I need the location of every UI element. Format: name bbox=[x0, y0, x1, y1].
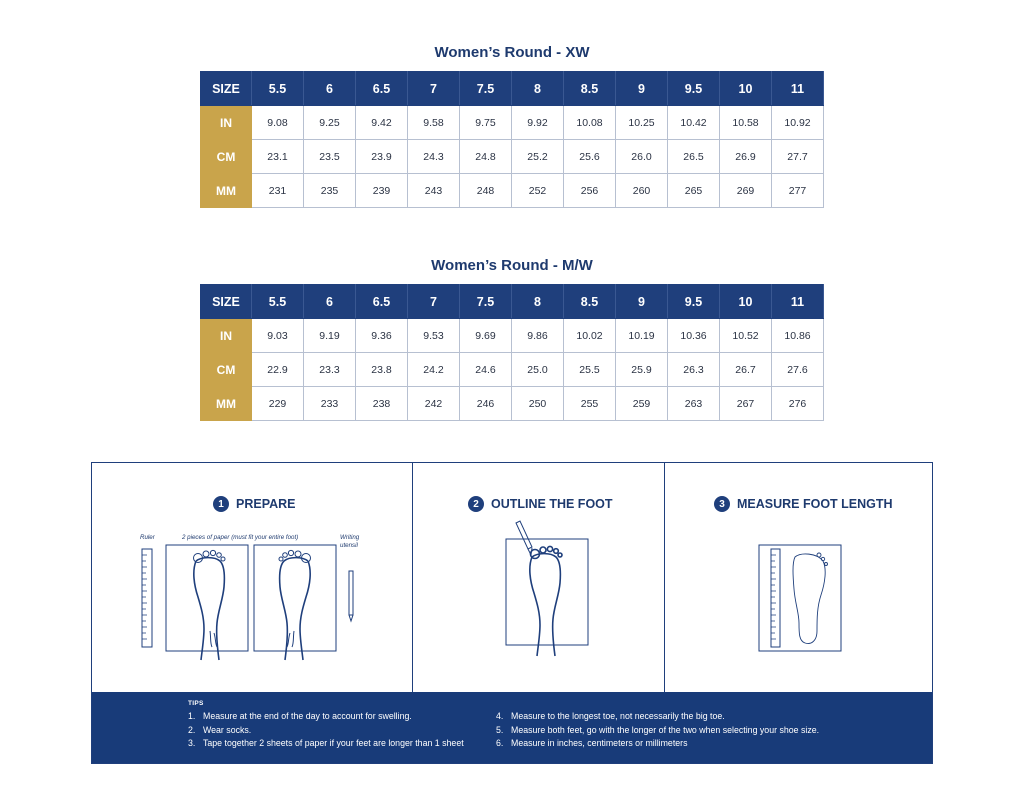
table-cell: 10.86 bbox=[772, 319, 824, 353]
table-cell: 276 bbox=[772, 387, 824, 421]
size-col: 9 bbox=[616, 285, 668, 319]
table-cell: 10.19 bbox=[616, 319, 668, 353]
table-cell: 24.6 bbox=[460, 353, 512, 387]
tip-text: Measure in inches, centimeters or millimeters bbox=[511, 738, 688, 748]
ruler-label: Ruler bbox=[140, 534, 155, 541]
ruler-icon bbox=[142, 549, 152, 647]
tip-text: Measure to the longest toe, not necessarily the big toe. bbox=[511, 711, 725, 721]
size-col: 11 bbox=[772, 285, 824, 319]
row-label-in: IN bbox=[201, 319, 252, 353]
table-cell: 25.5 bbox=[564, 353, 616, 387]
table-cell: 259 bbox=[616, 387, 668, 421]
table-cell: 250 bbox=[512, 387, 564, 421]
table-cell: 10.58 bbox=[720, 106, 772, 140]
size-col: 7.5 bbox=[460, 285, 512, 319]
step-number: 2 bbox=[468, 496, 484, 512]
tip-text: Measure both feet, go with the longer of the two when selecting your shoe size. bbox=[511, 724, 820, 735]
table-cell: 27.7 bbox=[772, 140, 824, 174]
tip-number: 1. bbox=[188, 711, 196, 721]
table-cell: 23.9 bbox=[356, 140, 408, 174]
tip-text: Tape together 2 sheets of paper if your feet are longer than 1 sheet bbox=[203, 738, 464, 748]
table-cell: 22.9 bbox=[252, 353, 304, 387]
list-item bbox=[496, 710, 819, 724]
table-cell: 248 bbox=[460, 174, 512, 208]
size-col: 9 bbox=[616, 72, 668, 106]
size-col: 10 bbox=[720, 285, 772, 319]
list-item bbox=[496, 737, 819, 751]
tips-bar bbox=[92, 692, 932, 763]
table-cell: 26.5 bbox=[668, 140, 720, 174]
table-cell: 252 bbox=[512, 174, 564, 208]
table-cell: 10.52 bbox=[720, 319, 772, 353]
table-cell: 9.42 bbox=[356, 106, 408, 140]
foot-outline-icon bbox=[530, 546, 562, 656]
size-header-row bbox=[201, 72, 824, 106]
table-cell: 23.8 bbox=[356, 353, 408, 387]
table-cell: 10.42 bbox=[668, 106, 720, 140]
size-col: 10 bbox=[720, 72, 772, 106]
table-cell: 9.69 bbox=[460, 319, 512, 353]
table-cell: 10.92 bbox=[772, 106, 824, 140]
size-col: 7.5 bbox=[460, 72, 512, 106]
row-label-cm: CM bbox=[201, 140, 252, 174]
step-label: MEASURE FOOT LENGTH bbox=[737, 497, 893, 511]
size-col: 8.5 bbox=[564, 72, 616, 106]
pencil-icon bbox=[516, 521, 532, 555]
table-cell: 24.3 bbox=[408, 140, 460, 174]
tips-label: TIPS bbox=[188, 700, 204, 707]
table-cell: 25.9 bbox=[616, 353, 668, 387]
table-cell: 27.6 bbox=[772, 353, 824, 387]
step-outline-the-foot bbox=[468, 496, 613, 512]
table-cell: 243 bbox=[408, 174, 460, 208]
tip-number: 2. bbox=[188, 724, 196, 735]
table-cell: 255 bbox=[564, 387, 616, 421]
tip-text: Measure at the end of the day to account for swelling. bbox=[203, 711, 412, 721]
list-item bbox=[188, 724, 464, 738]
table-cell: 26.7 bbox=[720, 353, 772, 387]
paper-sheet-icon bbox=[254, 545, 336, 660]
paper-sheet-icon bbox=[166, 545, 248, 660]
table-cell: 277 bbox=[772, 174, 824, 208]
tip-number: 3. bbox=[188, 738, 196, 748]
table-row bbox=[201, 353, 824, 387]
table-row bbox=[201, 319, 824, 353]
row-label-in: IN bbox=[201, 106, 252, 140]
table-row bbox=[201, 174, 824, 208]
table-cell: 23.5 bbox=[304, 140, 356, 174]
table-row bbox=[201, 387, 824, 421]
table-cell: 265 bbox=[668, 174, 720, 208]
table-cell: 10.25 bbox=[616, 106, 668, 140]
table-cell: 269 bbox=[720, 174, 772, 208]
table-cell: 263 bbox=[668, 387, 720, 421]
table-cell: 23.1 bbox=[252, 140, 304, 174]
table-cell: 233 bbox=[304, 387, 356, 421]
pencil-icon bbox=[349, 571, 353, 621]
size-col: 5.5 bbox=[252, 285, 304, 319]
table-cell: 26.0 bbox=[616, 140, 668, 174]
table-cell: 24.8 bbox=[460, 140, 512, 174]
step-number: 3 bbox=[714, 496, 730, 512]
table-cell: 231 bbox=[252, 174, 304, 208]
outline-foot-illustration bbox=[502, 519, 602, 659]
measure-illustration bbox=[757, 543, 847, 653]
table-row bbox=[201, 140, 824, 174]
step-number: 1 bbox=[213, 496, 229, 512]
table-cell: 9.75 bbox=[460, 106, 512, 140]
table-cell: 26.3 bbox=[668, 353, 720, 387]
paper-label: 2 pieces of paper (must fit your entire foot) bbox=[182, 534, 299, 541]
table-cell: 23.3 bbox=[304, 353, 356, 387]
tip-number: 5. bbox=[496, 724, 504, 735]
step-prepare bbox=[213, 496, 296, 512]
table-cell: 260 bbox=[616, 174, 668, 208]
table-cell: 9.36 bbox=[356, 319, 408, 353]
size-col: 6 bbox=[304, 285, 356, 319]
table-cell: 10.36 bbox=[668, 319, 720, 353]
tip-text: Wear socks. bbox=[203, 724, 252, 735]
table-cell: 10.08 bbox=[564, 106, 616, 140]
row-label-mm: MM bbox=[201, 387, 252, 421]
size-col: 8 bbox=[512, 72, 564, 106]
size-col: 9.5 bbox=[668, 285, 720, 319]
table-cell: 238 bbox=[356, 387, 408, 421]
table-cell: 235 bbox=[304, 174, 356, 208]
size-col: 6.5 bbox=[356, 72, 408, 106]
row-label-cm: CM bbox=[201, 353, 252, 387]
table-cell: 229 bbox=[252, 387, 304, 421]
prepare-illustration bbox=[132, 543, 422, 668]
list-item bbox=[188, 737, 464, 751]
table-cell: 25.2 bbox=[512, 140, 564, 174]
table-cell: 9.03 bbox=[252, 319, 304, 353]
table-cell: 9.58 bbox=[408, 106, 460, 140]
table-cell: 9.86 bbox=[512, 319, 564, 353]
table-title-xw: Women’s Round - XW bbox=[434, 44, 590, 61]
size-col: 6 bbox=[304, 72, 356, 106]
table-cell: 25.6 bbox=[564, 140, 616, 174]
table-cell: 25.0 bbox=[512, 353, 564, 387]
paper-sheet-icon bbox=[506, 539, 588, 645]
table-cell: 239 bbox=[356, 174, 408, 208]
utensil-label-2: utensil bbox=[340, 542, 358, 549]
step-label: PREPARE bbox=[236, 497, 296, 511]
table-cell: 9.25 bbox=[304, 106, 356, 140]
table-row bbox=[201, 106, 824, 140]
size-table-xw bbox=[200, 71, 824, 208]
size-header-row bbox=[201, 285, 824, 319]
footprint-icon bbox=[793, 553, 828, 644]
size-col: 6.5 bbox=[356, 285, 408, 319]
size-col: 11 bbox=[772, 72, 824, 106]
list-item bbox=[188, 710, 464, 724]
size-col: 8.5 bbox=[564, 285, 616, 319]
row-label-mm: MM bbox=[201, 174, 252, 208]
size-header-label: SIZE bbox=[201, 72, 252, 106]
tips-list-left bbox=[188, 710, 464, 751]
table-cell: 9.92 bbox=[512, 106, 564, 140]
measure-instructions-panel bbox=[91, 462, 933, 764]
table-cell: 24.2 bbox=[408, 353, 460, 387]
ruler-icon bbox=[771, 549, 780, 647]
list-item bbox=[496, 724, 819, 738]
size-table-mw bbox=[200, 284, 824, 421]
table-cell: 267 bbox=[720, 387, 772, 421]
table-cell: 9.53 bbox=[408, 319, 460, 353]
table-cell: 9.19 bbox=[304, 319, 356, 353]
table-cell: 9.08 bbox=[252, 106, 304, 140]
utensil-label-1: Writing bbox=[340, 534, 360, 541]
step-measure-foot-length bbox=[714, 496, 893, 512]
panel-divider bbox=[664, 463, 665, 692]
size-header-label: SIZE bbox=[201, 285, 252, 319]
step-label: OUTLINE THE FOOT bbox=[491, 497, 613, 511]
table-cell: 10.02 bbox=[564, 319, 616, 353]
table-cell: 256 bbox=[564, 174, 616, 208]
size-col: 8 bbox=[512, 285, 564, 319]
table-cell: 242 bbox=[408, 387, 460, 421]
table-cell: 26.9 bbox=[720, 140, 772, 174]
table-cell: 246 bbox=[460, 387, 512, 421]
size-col: 7 bbox=[408, 72, 460, 106]
tip-number: 4. bbox=[496, 711, 504, 721]
table-title-mw: Women’s Round - M/W bbox=[431, 257, 593, 274]
size-col: 9.5 bbox=[668, 72, 720, 106]
tip-number: 6. bbox=[496, 738, 504, 748]
size-col: 5.5 bbox=[252, 72, 304, 106]
tips-list-right bbox=[496, 710, 819, 751]
size-col: 7 bbox=[408, 285, 460, 319]
